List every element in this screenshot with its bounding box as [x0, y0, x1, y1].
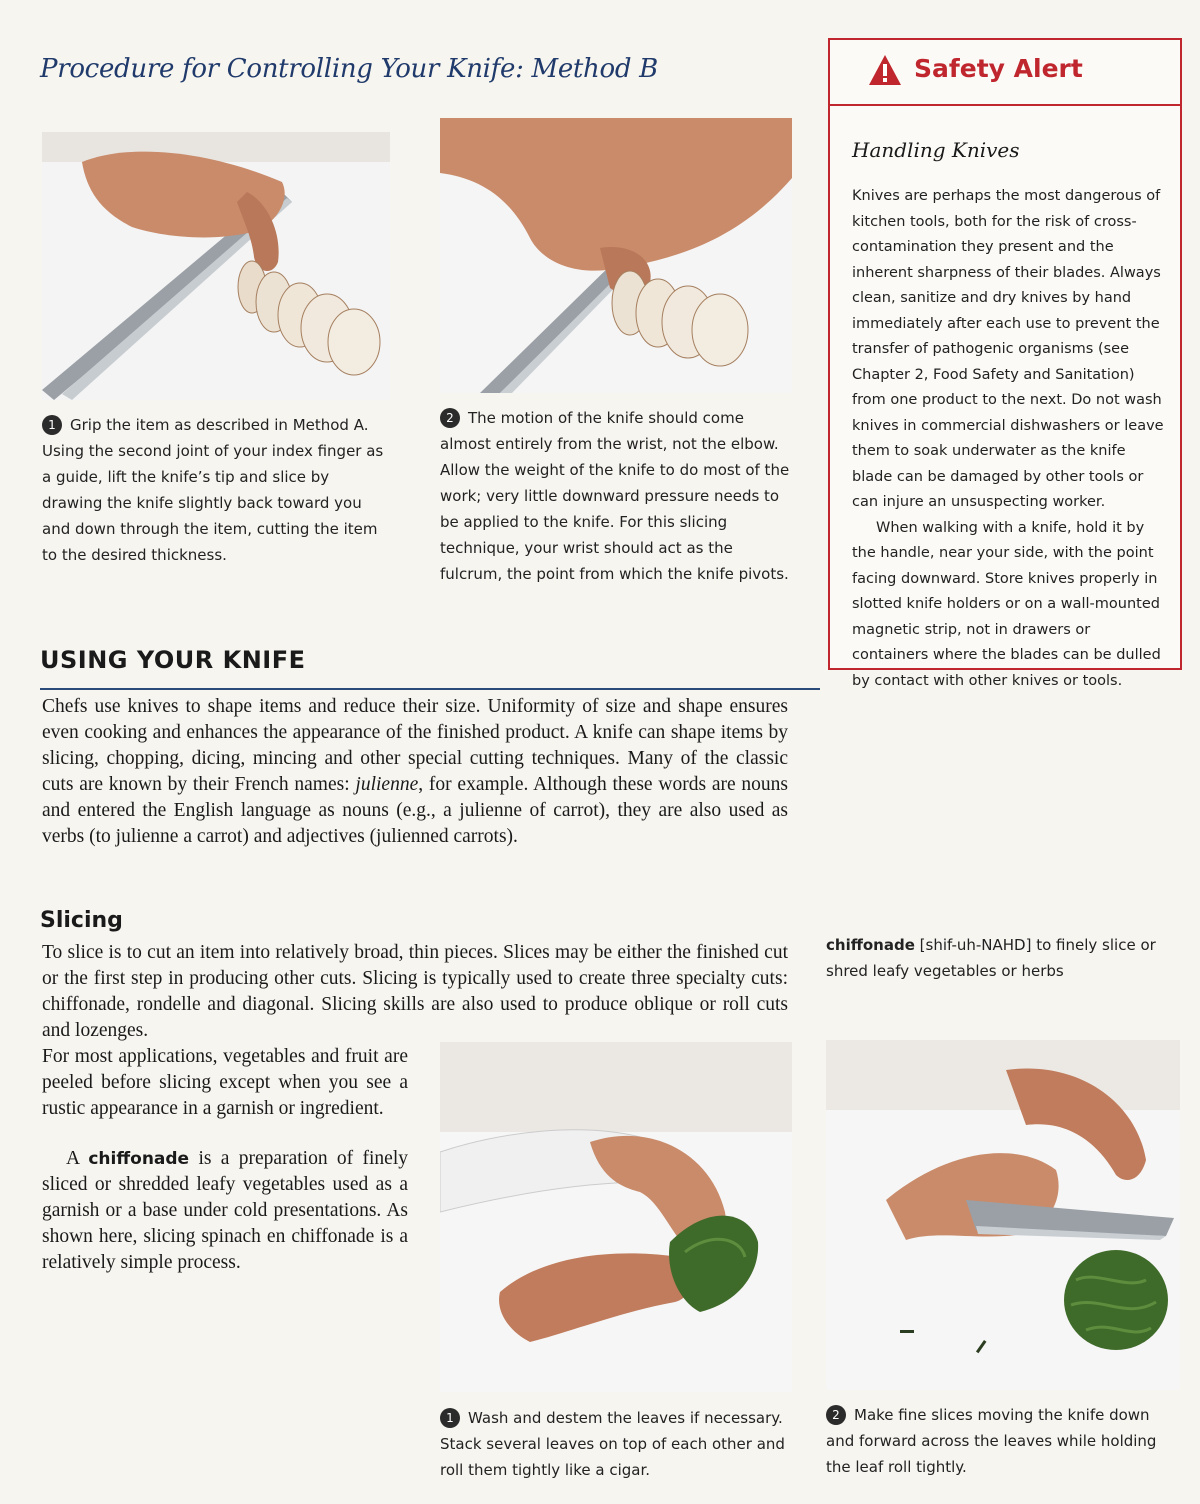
step-number-badge: 1: [42, 415, 62, 435]
slicing-para-3: [42, 1146, 408, 1276]
knife-method-b-photo-1: [42, 132, 390, 400]
slicing-para-2: [42, 1044, 408, 1122]
section-heading: USING YOUR KNIFE: [40, 646, 306, 674]
section-intro: [42, 694, 788, 850]
para-3-part: is a preparation of finely sliced or shredded leafy vegetables used as a garnish or a base under cold presentations. As shown here, slicing spinach en chiffonade is a relatively simple process.: [42, 1148, 408, 1273]
step-2-caption: [440, 405, 790, 587]
procedure-title: Procedure for Controlling Your Knife: Method B: [40, 54, 658, 84]
glossary-definition: [shif-uh-NAHD] to finely slice or shred leafy vegetables or herbs: [826, 936, 1156, 980]
step-1-caption: [42, 412, 392, 568]
safety-alert-body: [852, 184, 1170, 694]
chiffonade-term: chiffonade: [88, 1149, 190, 1169]
safety-alert-paragraph: When walking with a knife, hold it by the handle, near your side, with the point facing downward. Store knives properly in slotted knife holders or on a wall-mounted magnetic strip, not in drawers or containers where the blades can be dulled by contact with other knives or tools.: [852, 519, 1161, 689]
safety-alert-header: [830, 40, 1180, 106]
chiffonade-photo-2: [826, 1040, 1180, 1390]
glossary-term: chiffonade: [826, 936, 915, 954]
knife-method-b-photo-2: [440, 118, 792, 393]
step-number-badge: 2: [826, 1405, 846, 1425]
para-3-part: A: [66, 1148, 89, 1169]
slicing-heading: Slicing: [40, 908, 123, 933]
intro-text-part: Chefs use knives to shape items and reduce their size. Uniformity of size and shape ensures even cooking and enhances the appearance of the finished product. A knife can shape items by slicing, chopping, dicing, mincing and other special cutting techniques. Many of the classic cuts are known by their French names:: [42, 696, 788, 795]
slicing-para-1: [42, 940, 788, 1044]
slicing-para-1-text: To slice is to cut an item into relatively broad, thin pieces. Slices may be either the finished cut or the first step in producing other cuts. Slicing is typically used to create three specialty cuts: chiffonade, rondelle and diagonal. Slicing skills are also used to produce oblique or roll cuts and lozenges.: [42, 942, 788, 1041]
step-1-text: Grip the item as described in Method A. Using the second joint of your index finger as a guide, lift the knife’s tip and slice by drawing the knife slightly back toward you and down through the item, cutting the item to the desired thickness.: [42, 416, 384, 564]
slicing-para-2-text: For most applications, vegetables and fruit are peeled before slicing except when you see a rustic appearance in a garnish or ingredient.: [42, 1046, 408, 1119]
chiffonade-photo-1: [440, 1042, 792, 1392]
safety-alert-title: Safety Alert: [914, 54, 1083, 83]
safety-alert-paragraph: Knives are perhaps the most dangerous of kitchen tools, both for the risk of cross-contamination they present and the inherent sharpness of their blades. Always clean, sanitize and dry knives by hand immediately after each use to prevent the transfer of pathogenic organisms (see Chapter 2, Food Safety and Sanitation) from one product to the next. Do not wash knives in commercial dishwashers or leave them to soak underwater as the knife blade can be damaged by other tools or can injure an unsuspecting worker.: [852, 188, 1164, 510]
step-2-text: The motion of the knife should come almost entirely from the wrist, not the elbow. Allow the weight of the knife to do most of the work; very little downward pressure needs to be applied to the knife. For this slicing technique, your wrist should act as the fulcrum, the point from which the knife pivots.: [440, 409, 790, 583]
safety-alert-subtitle: Handling Knives: [852, 138, 1020, 162]
intro-term: julienne: [355, 774, 419, 795]
chiffonade-step-2-caption: [826, 1402, 1176, 1480]
chiffonade-step-1-text: Wash and destem the leaves if necessary. Stack several leaves on top of each other and roll them tightly like a cigar.: [440, 1409, 785, 1479]
warning-triangle-icon: [868, 54, 902, 86]
chiffonade-step-2-text: Make fine slices moving the knife down and forward across the leaves while holding the leaf roll tightly.: [826, 1406, 1157, 1476]
step-number-badge: 2: [440, 408, 460, 428]
step-number-badge: 1: [440, 1408, 460, 1428]
safety-alert-box: [828, 38, 1182, 689]
section-divider: [40, 688, 820, 690]
chiffonade-step-1-caption: [440, 1405, 800, 1483]
intro-text-part: , for example. Although these words are nouns and entered the English language as nouns (e.g., a julienne of carrot), they are also used as verbs (to julienne a carrot) and adjectives (julienned carrots).: [42, 774, 788, 847]
glossary-entry: [826, 932, 1176, 984]
